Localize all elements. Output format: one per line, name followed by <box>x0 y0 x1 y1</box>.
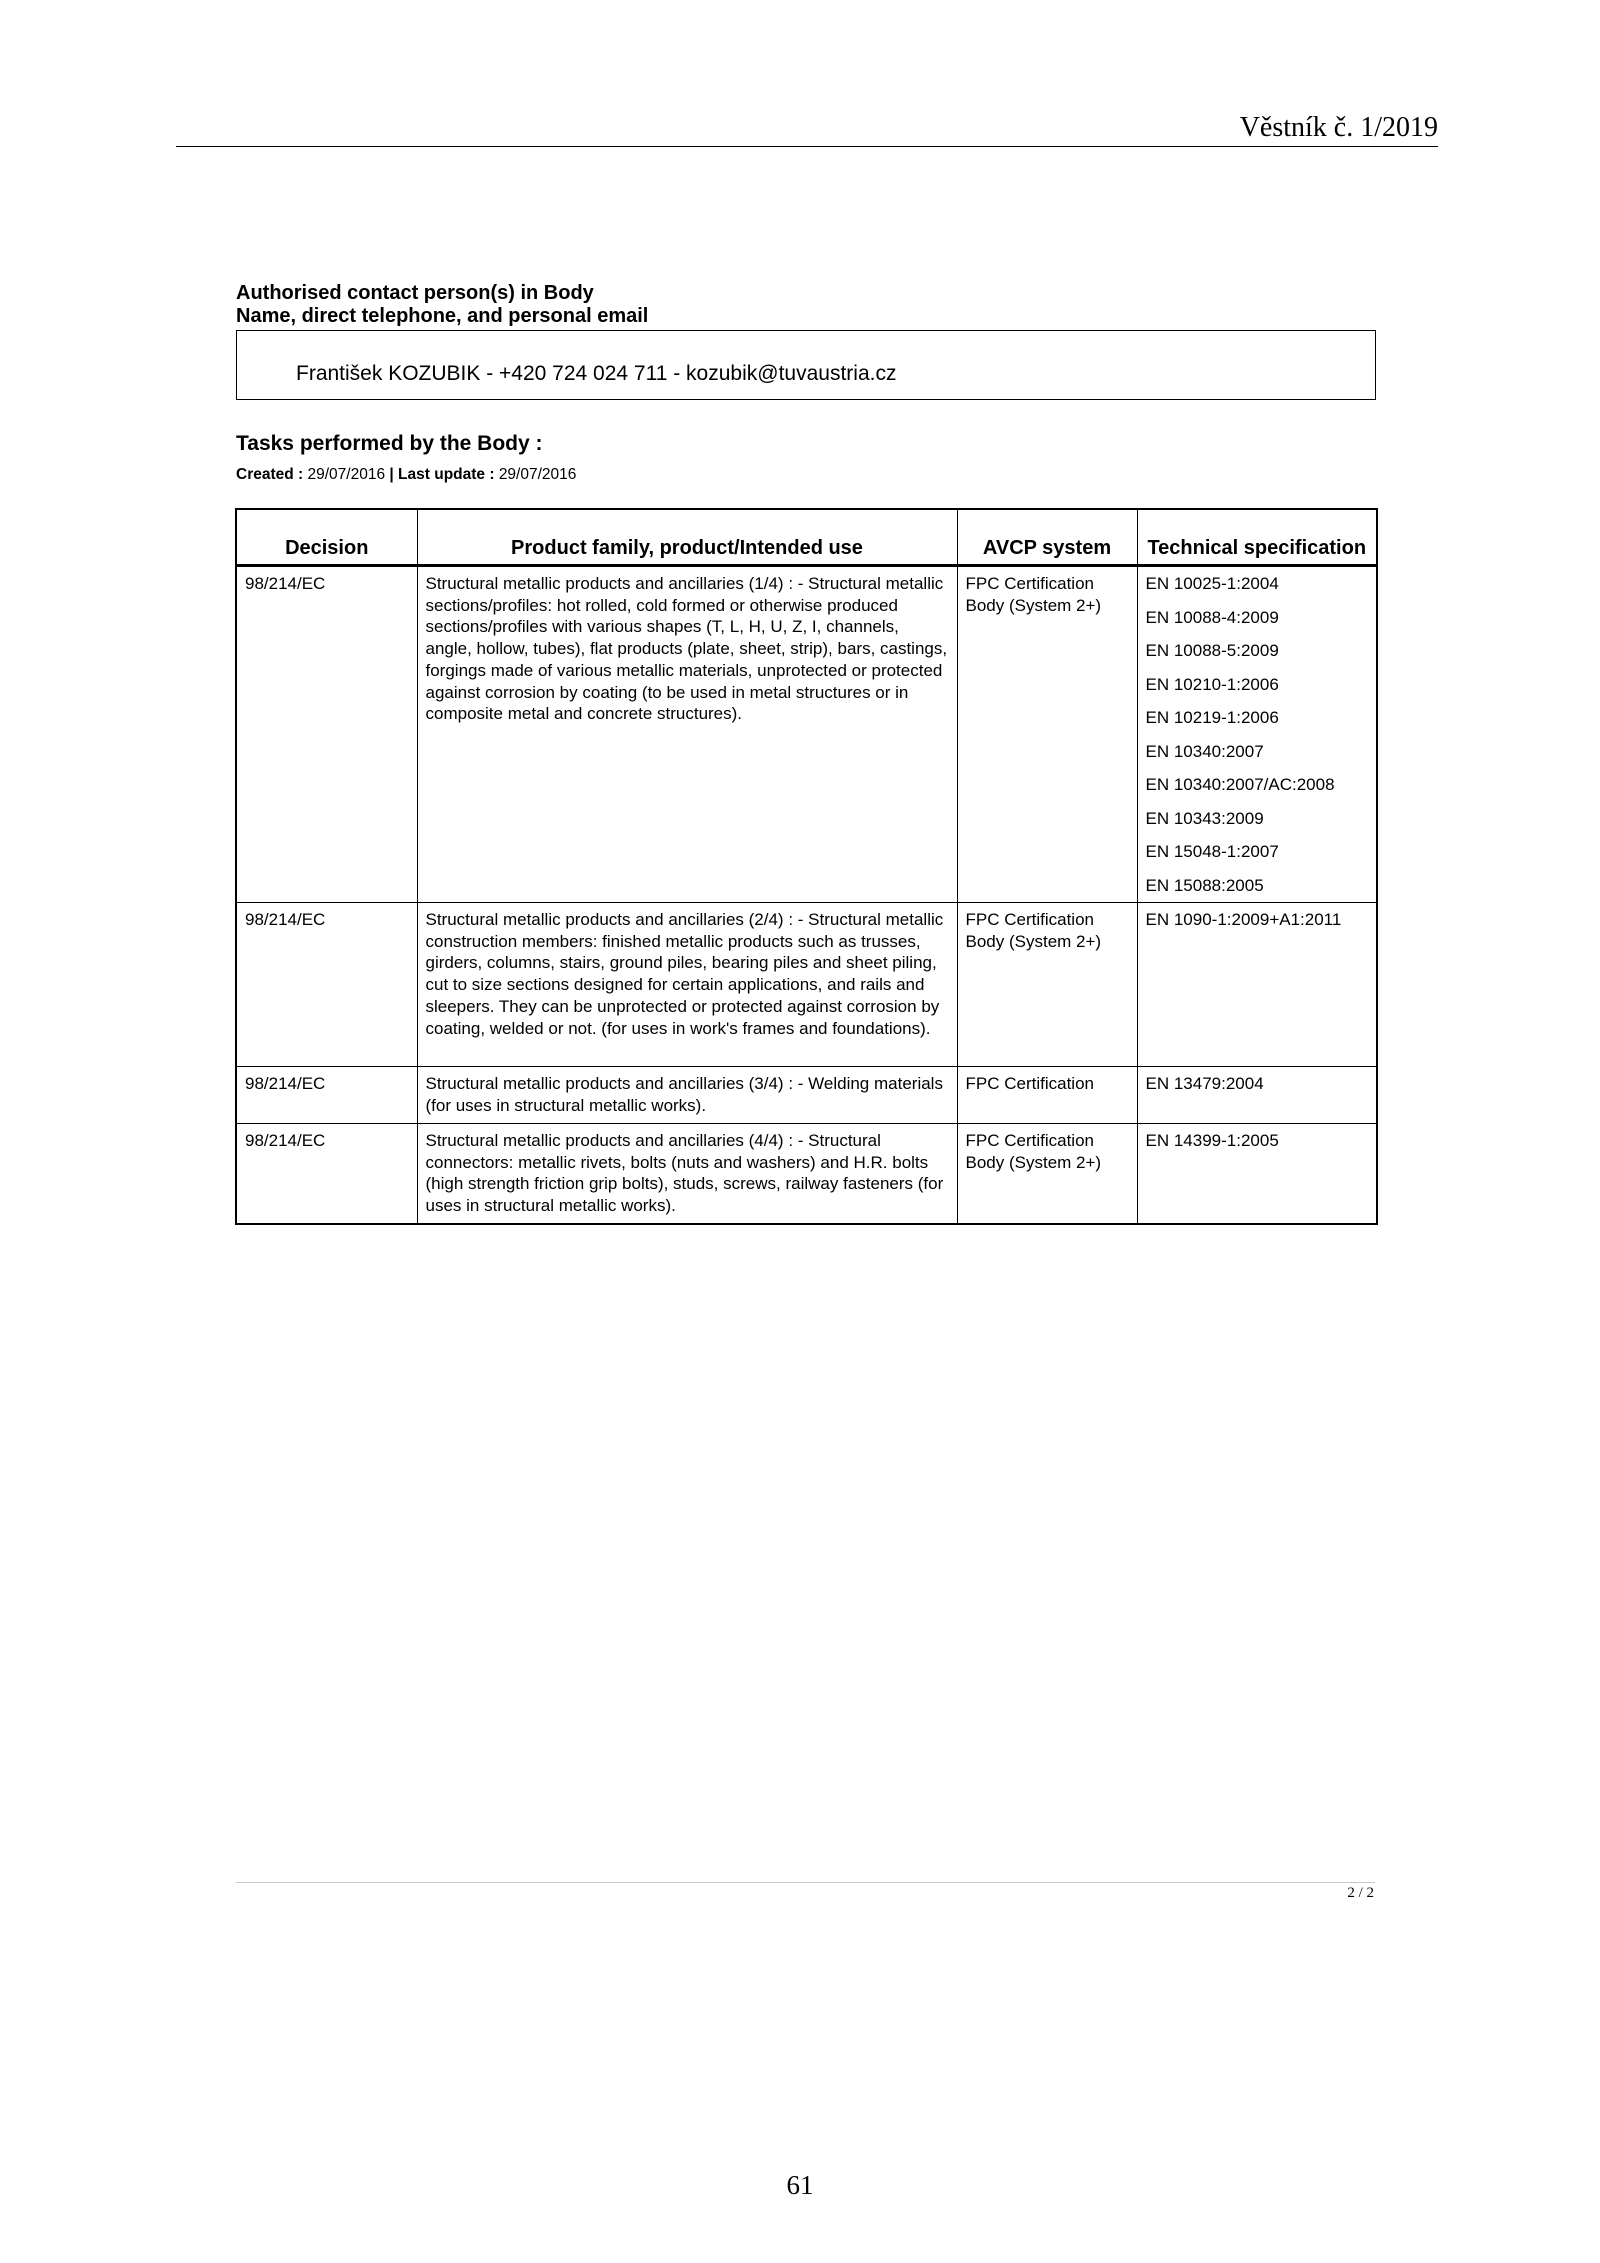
spec-item: EN 10025-1:2004 <box>1145 574 1279 593</box>
spec-list <box>1146 567 1369 902</box>
contact-heading <box>236 282 648 328</box>
header-decision: Decision <box>236 509 417 566</box>
table-row <box>236 1124 1377 1224</box>
avcp-cell: FPC Certification Body (System 2+) <box>957 1124 1137 1224</box>
dates-line <box>236 466 576 484</box>
table-header-row <box>236 509 1377 566</box>
decision-cell: 98/214/EC <box>236 1067 417 1124</box>
avcp-cell: FPC Certification <box>957 1067 1137 1124</box>
header-product: Product family, product/Intended use <box>417 509 957 566</box>
page-counter: 2 / 2 <box>1347 1885 1374 1901</box>
spec-item: EN 10340:2007/AC:2008 <box>1145 775 1335 794</box>
table-row <box>236 1067 1377 1124</box>
contact-person: František KOZUBIK - +420 724 024 711 - kozubik@tuvaustria.cz <box>296 362 897 385</box>
contact-heading-line1: Authorised contact person(s) in Body <box>236 282 594 304</box>
page-number: 61 <box>786 2170 814 2200</box>
tasks-table <box>235 508 1378 1225</box>
spec-item: EN 15048-1:2007 <box>1145 842 1279 861</box>
product-cell: Structural metallic products and ancillaries (2/4) : - Structural metallic construction members: finished metallic products such as trusses, girders, columns, stairs, ground piles, bearing piles and sheet piling, cut to size sections designed for certain applications, and rails and sleepers. They can be unprotected or protected against corrosion by coating, welded or not. (for uses in work's frames and foundations). <box>417 903 957 1067</box>
spec-cell <box>1137 566 1377 903</box>
spec-item: EN 10088-4:2009 <box>1145 607 1279 627</box>
journal-header <box>176 110 1438 147</box>
decision-cell: 98/214/EC <box>236 1124 417 1224</box>
table-row <box>236 566 1377 903</box>
created-label: Created : <box>236 466 304 483</box>
last-update-label: Last update : <box>398 466 495 483</box>
spec-item: EN 10210-1:2006 <box>1145 674 1279 694</box>
spec-item: EN 10219-1:2006 <box>1145 708 1279 727</box>
decision-cell: 98/214/EC <box>236 566 417 903</box>
avcp-cell: FPC Certification Body (System 2+) <box>957 566 1137 903</box>
tasks-heading: Tasks performed by the Body : <box>236 432 543 455</box>
header-avcp: AVCP system <box>957 509 1137 566</box>
spec-cell: EN 13479:2004 <box>1137 1067 1377 1124</box>
date-separator: | <box>389 466 394 483</box>
table-row <box>236 903 1377 1067</box>
last-update-date: 29/07/2016 <box>498 466 577 483</box>
spec-cell: EN 14399-1:2005 <box>1137 1124 1377 1224</box>
product-cell: Structural metallic products and ancillaries (3/4) : - Welding materials (for uses in structural metallic works). <box>417 1067 957 1124</box>
contact-box <box>236 330 1376 400</box>
footer-rule <box>236 1882 1375 1883</box>
contact-heading-line2: Name, direct telephone, and personal email <box>236 305 649 327</box>
spec-cell: EN 1090-1:2009+A1:2011 <box>1137 903 1377 1067</box>
product-cell: Structural metallic products and ancillaries (1/4) : - Structural metallic sections/profiles: hot rolled, cold formed or otherwise produced sections/profiles with various shapes (T, L, H, U, Z, I, channels, angle, hollow, tubes), flat products (plate, sheet, strip), bars, castings, forgings made of various metallic materials, unprotected or protected against corrosion by coating (to be used in metal structures or in composite metal and concrete structures). <box>417 566 957 903</box>
spec-item: EN 15088:2005 <box>1145 875 1264 895</box>
spec-item: EN 10088-5:2009 <box>1145 641 1279 660</box>
spec-item: EN 10340:2007 <box>1145 741 1264 761</box>
created-date: 29/07/2016 <box>307 466 386 483</box>
avcp-cell: FPC Certification Body (System 2+) <box>957 903 1137 1067</box>
spec-item: EN 10343:2009 <box>1145 808 1264 828</box>
header-spec: Technical specification <box>1137 509 1377 566</box>
product-cell: Structural metallic products and ancillaries (4/4) : - Structural connectors: metallic rivets, bolts (nuts and washers) and H.R. bolts (high strength friction grip bolts), studs, screws, railway fasteners (for uses in structural metallic works). <box>417 1124 957 1224</box>
journal-title: Věstník č. 1/2019 <box>1239 112 1438 143</box>
decision-cell: 98/214/EC <box>236 903 417 1067</box>
